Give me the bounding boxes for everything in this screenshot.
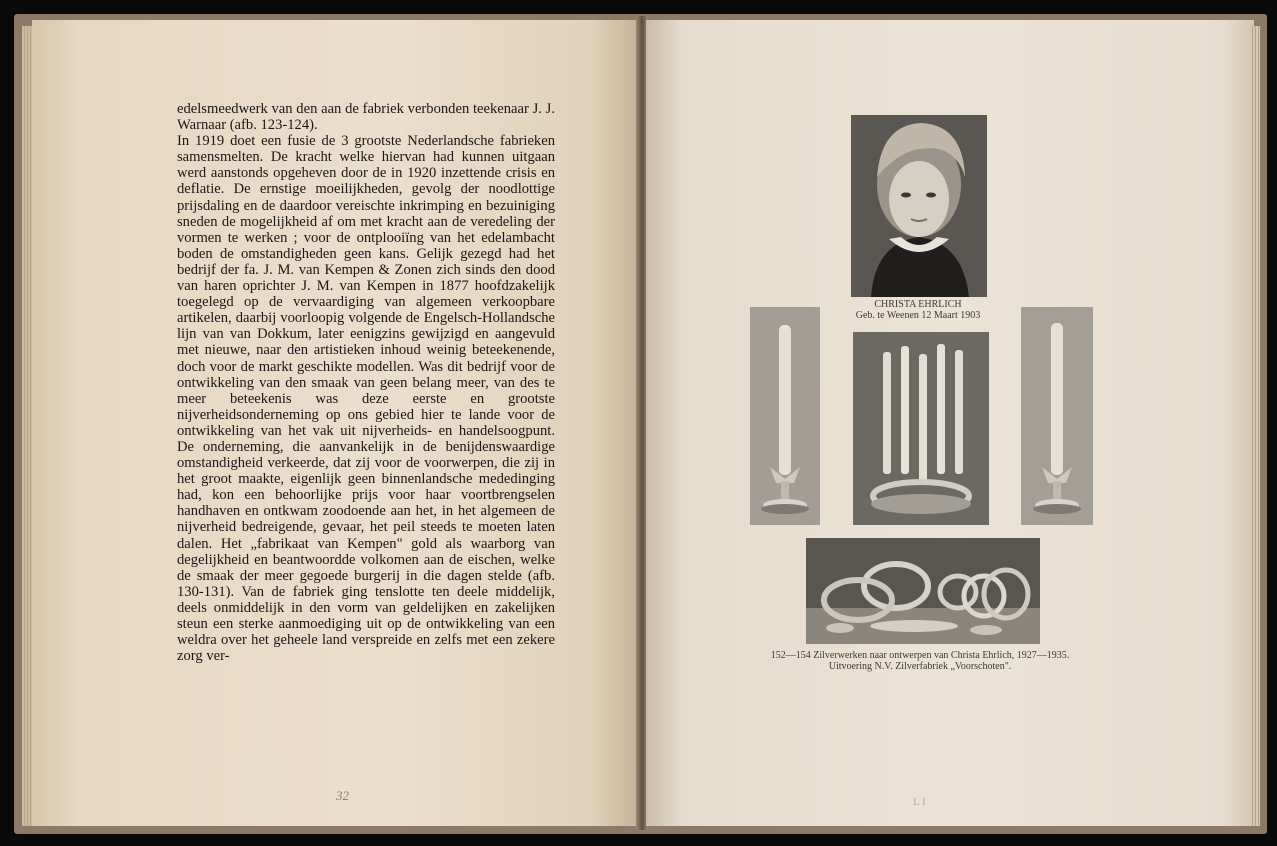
left-page-body-text xyxy=(177,101,555,664)
portrait-photo xyxy=(851,115,987,297)
figure-caption-line-1: 152—154 Zilverwerken naar ontwerpen van Christa Ehrlich, 1927—1935. xyxy=(770,650,1070,661)
portrait-caption-name: CHRISTA EHRLICH xyxy=(874,299,962,310)
portrait-caption-birth: Geb. te Weenen 12 Maart 1903 xyxy=(855,310,981,321)
paragraph-1: edelsmeedwerk van den aan de fabriek verbonden teekenaar J. J. Warnaar (afb. 123-124). xyxy=(177,101,555,134)
paragraph-2: In 1919 doet een fusie de 3 grootste Nederlandsche fabrieken samensmelten. De kracht welke hiervan had kunnen uitgaan werd aanstonds opgeheven door de in 1920 inzettende crisis en deflatie. De ernstige moeilijkheden, gevolg der noodlottige prijsdaling en de daardoor vereischte inkrimping en bezuiniging sneden de mogelijkheid af om met kracht aan de veredeling der vormen te werken ; voor de ontplooiïng van het edelambacht boden de omstandigheden geen kans. Gelijk gezegd had het bedrijf der fa. J. M. van Kempen & Zonen zich sinds den dood van haren oprichter J. M. van Kempen in 1877 hoofdzakelijk toegelegd op de vervaardiging van algemeen verkoopbare artikelen, daarbij voorloopig volgende de Engelsch-Hollandsche lijn van van Dokkum, later eenigzins gewijzigd en aangevuld met nieuwe, naar den artistieken inhoud weinig beteekenende, doch voor de markt geschikte modellen. Was dit bedrijf voor de ontwikkeling van den smaak van geen belang meer, van des te meer beteekenis was deze eerste en grootste nijverheidsonderneming op ons gebied hier te lande voor de ontwikkeling van het vak uit nijverheids- en handelsoogpunt. De onderneming, die aanvankelijk in de benijdenswaardige omstandigheid verkeerde, dat zij voor de voorwerpen, die zij in het groot maakte, eigenlijk geen binnenlandsche mededinging had, kon een behoorlijke prijs voor haar voortbrengselen handhaven en ontkwam zoodoende aan het, in het algemeen de nijverheid bedreigende, gevaar, het peil steeds te moeten laten dalen. Het „fabrikaat van Kempen" gold als waarborg van degelijkheid en beantwoordde volkomen aan de eischen, welke de smaak der meer gegoede burgerij in die dagen stelde (afb. 130-131). Van de fabriek ging tenslotte ten deele middelijk, deels onmiddelijk in den vorm van geldelijken en zakelijken steun een sterke aanmoediging uit op de ontwikkeling van een weldra over het geheele land verspreide en zelfs met een zekere zorg ver- xyxy=(177,133,555,665)
right-page-number: L I xyxy=(913,796,926,808)
left-page-number: 32 xyxy=(336,788,349,803)
figure-caption xyxy=(730,650,1110,672)
candelabra-photo-center xyxy=(853,332,989,525)
page-stack-right xyxy=(1250,26,1260,826)
figure-caption-line-2: Uitvoering N.V. Zilverfabriek „Voorschoten". xyxy=(828,661,1012,672)
candlestick-photo-left xyxy=(750,307,820,525)
silver-plates-photo xyxy=(806,538,1040,644)
candlestick-photo-right xyxy=(1021,307,1093,525)
portrait-caption xyxy=(820,299,1016,321)
